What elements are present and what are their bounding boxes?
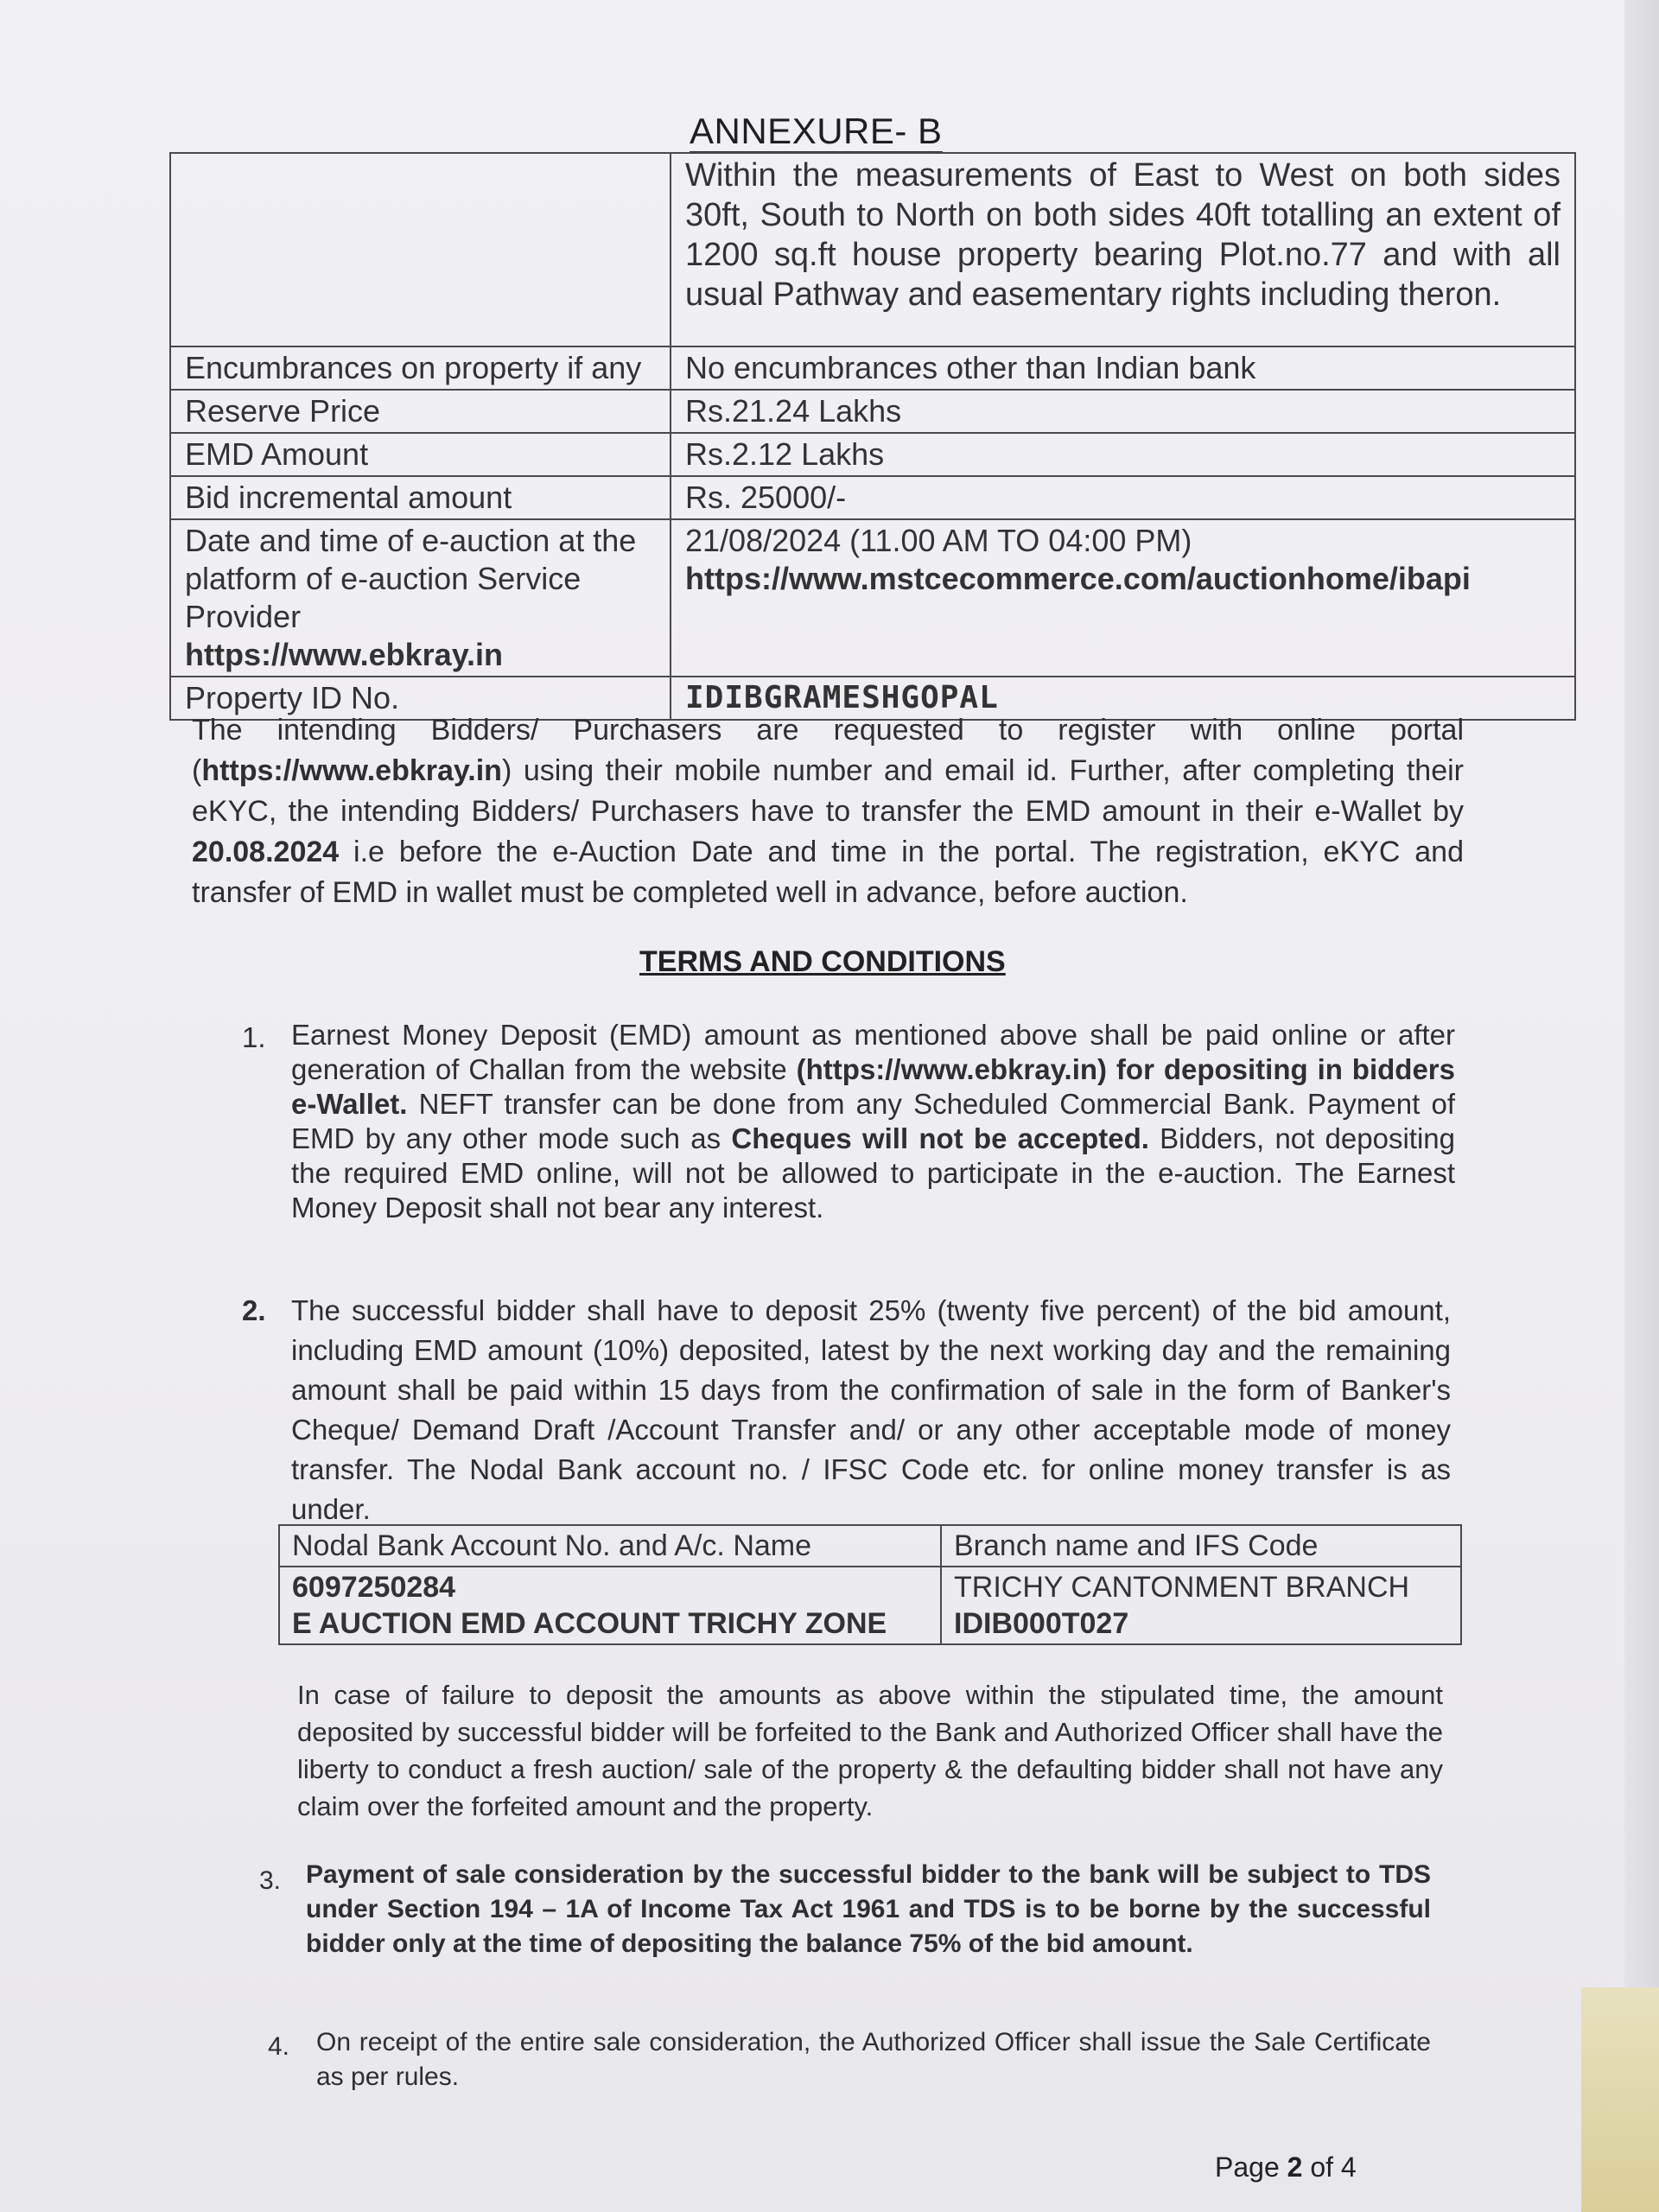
bank-header-account: Nodal Bank Account No. and A/c. Name: [279, 1525, 941, 1567]
property-table: [169, 152, 1576, 721]
row-label: Bid incremental amount: [170, 476, 671, 519]
term-number: 3.: [259, 1866, 282, 1895]
page-number: Page 2 of 4: [1215, 2152, 1357, 2183]
term-number: 2.: [242, 1294, 266, 1326]
term-2-text: The successful bidder shall have to deposit 25% (twenty five percent) of the bid amount, including EMD amount (10%) deposited, latest by the next working day and the remaining amount shall be paid within 15 days from the confirmation of sale in the form of Banker's Cheque/ Demand Draft /Account Transfer and/ or any other acceptable mode of money transfer. The Nodal Bank account no. / IFSC Code etc. for online money transfer is as under.: [291, 1294, 1451, 1525]
table-row: [170, 433, 1575, 476]
property-id-value: IDIBGRAMESHGOPAL: [671, 677, 1575, 720]
term-number: 1.: [242, 1021, 266, 1053]
row-label: Encumbrances on property if any: [170, 346, 671, 390]
ifsc-code: IDIB000T027: [954, 1607, 1129, 1640]
row-label: Property ID No.: [170, 677, 671, 720]
row-value: No encumbrances other than Indian bank: [671, 346, 1575, 390]
term-number: 4.: [268, 2032, 290, 2061]
terms-heading: TERMS AND CONDITIONS: [639, 945, 1006, 978]
property-description: Within the measurements of East to West on both sides 30ft, South to North on both sides 40ft totalling an extent of 1200 sq.ft house property bearing Plot.no.77 and with all usual Pathway and easementary rights including theron.: [671, 153, 1575, 346]
mstc-link[interactable]: https://www.mstcecommerce.com/auctionhome/ibapi: [685, 561, 1471, 596]
term-4-text: On receipt of the entire sale consideration, the Authorized Officer shall issue the Sale Certificate as per rules.: [316, 2028, 1431, 2091]
page-edge: [1624, 0, 1659, 2212]
table-cell-empty: [170, 153, 671, 346]
auction-datetime: 21/08/2024 (11.00 AM TO 04:00 PM): [685, 523, 1192, 558]
table-row: [170, 346, 1575, 390]
account-name: E AUCTION EMD ACCOUNT TRICHY ZONE: [292, 1607, 887, 1640]
bank-branch-cell: [941, 1567, 1461, 1644]
term-1-text: Earnest Money Deposit (EMD) amount as mentioned above shall be paid online or after generation of Challan from the website (https://www.ebkray.in) for depositing in bidders e-Wallet. NEFT transfer can be done from any Scheduled Commercial Bank. Payment of EMD by any other mode such as Cheques will not be accepted. Bidders, not depositing the required EMD online, will not be allowed to participate in the e-auction. The Earnest Money Deposit shall not bear any interest.: [291, 1019, 1456, 1224]
table-row: [170, 390, 1575, 433]
page-title: ANNEXURE- B: [690, 111, 943, 151]
ebkray-link[interactable]: https://www.ebkray.in: [185, 637, 504, 672]
term-3-text: Payment of sale consideration by the successful bidder to the bank will be subject to TDS under Section 194 – 1A of Income Tax Act 1961 and TDS is to be borne by the successful bidder only at the time of depositing the balance 75% of the bid amount.: [306, 1860, 1431, 1958]
row-value: Rs.21.24 Lakhs: [671, 390, 1575, 433]
emd-deadline: 20.08.2024: [192, 836, 340, 868]
portal-link[interactable]: https://www.ebkray.in: [201, 754, 502, 787]
failure-paragraph: In case of failure to deposit the amounts as above within the stipulated time, the amount deposited by successful bidder will be forfeited to the Bank and Authorized Officer shall have the liberty to conduct a fresh auction/ sale of the property & the defaulting bidder shall not have any claim over the forfeited amount and the property.: [297, 1680, 1443, 1821]
row-value: Rs. 25000/-: [671, 476, 1575, 519]
table-row: [170, 476, 1575, 519]
branch-name: TRICHY CANTONMENT BRANCH: [954, 1571, 1410, 1604]
bank-header-branch: Branch name and IFS Code: [941, 1525, 1461, 1567]
table-row: [170, 519, 1575, 677]
row-label: EMD Amount: [170, 433, 671, 476]
bank-table: [278, 1524, 1462, 1645]
table-row: [170, 153, 1575, 346]
row-value: [671, 519, 1575, 677]
row-label: [170, 519, 671, 677]
table-row: [279, 1567, 1461, 1644]
row-label: Reserve Price: [170, 390, 671, 433]
background-corner: [1581, 1987, 1659, 2212]
row-value: Rs.2.12 Lakhs: [671, 433, 1575, 476]
auction-label: Date and time of e-auction at the platform of e-auction Service Provider: [185, 523, 637, 634]
account-number: 6097250284: [292, 1571, 456, 1604]
intro-paragraph: The intending Bidders/ Purchasers are requested to register with online portal (https://www.ebkray.in) using their mobile number and email id. Further, after completing their eKYC, the intending Bidders/ Purchasers have to transfer the EMD amount in their e-Wallet by 20.08.2024 i.e before the e-Auction Date and time in the portal. The registration, eKYC and transfer of EMD in wallet must be completed well in advance, before auction.: [192, 714, 1464, 909]
bank-account-cell: [279, 1567, 941, 1644]
table-row: [279, 1525, 1461, 1567]
